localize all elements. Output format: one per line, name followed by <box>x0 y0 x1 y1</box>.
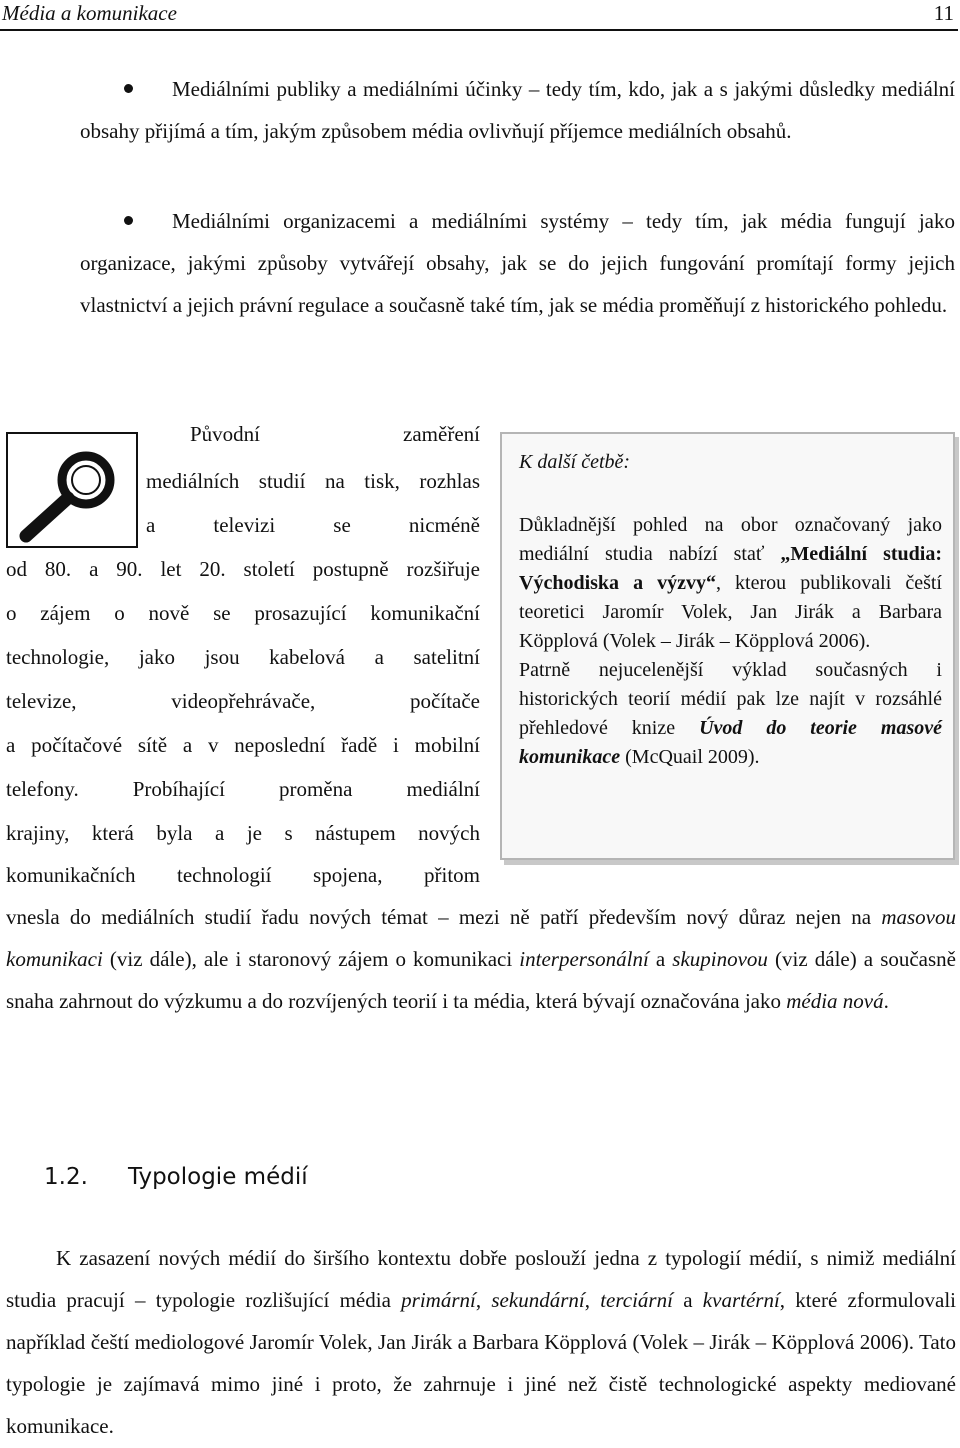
float-line: a počítačové sítě a v neposlední řadě i mobilní <box>6 733 480 757</box>
text-run: Důkladnější pohled na obor označovaný jako mediální studia nabízí stať <box>519 514 942 565</box>
section-title: Typologie médií <box>128 1164 308 1190</box>
bullet-item <box>80 68 955 152</box>
float-line: komunikačních technologií spojena, přitom <box>6 863 480 887</box>
bullet-text: Mediálními publiky a mediálními účinky – tedy tím, kdo, jak a s jakými důsledky mediální obsahy přijímá a tím, jakým způsobem média ovlivňují příjemce mediálních obsahů. <box>80 77 955 143</box>
text-run: (viz dále), ale i staronový zájem o komunikaci <box>102 947 520 971</box>
float-line: a televizi se nicméně <box>146 513 480 537</box>
text-run: , <box>475 1288 492 1312</box>
text-run: , které zformulovali například čeští mediologové Jaromír Volek, Jan Jirák a Barbara Köpplová (Volek – Jirák – Köpplová 2006). Tato typologie je zajímavá mimo jiné i proto, že zahrnuje i jiné než čistě technologické aspekty mediované komunikace. <box>6 1288 956 1438</box>
float-line: televize, videopřehrávače, počítače <box>6 689 480 713</box>
text-run: (McQuail 2009). <box>620 746 760 768</box>
emphasis: skupinovou <box>672 947 768 971</box>
text-run: a <box>648 947 673 971</box>
float-line: krajiny, která byla a je s nástupem nových <box>6 821 480 845</box>
text-run: vnesla do mediálních studií řadu nových témat – mezi ně patří především nový důraz nejen na <box>6 905 882 929</box>
emphasis: masovou komunikaci <box>6 905 956 971</box>
header-rule <box>0 29 958 31</box>
bullet-dot <box>124 216 133 225</box>
text-run: , <box>584 1288 601 1312</box>
emphasis: interpersonální <box>519 947 649 971</box>
running-header-title: Média a komunikace <box>2 1 177 25</box>
further-reading-paragraph <box>519 656 942 772</box>
further-reading-text <box>519 511 942 772</box>
book-title: Úvod do teorie masové komunikace <box>519 717 942 768</box>
float-line: mediálních studií na tisk, rozhlas <box>146 469 480 493</box>
float-line: telefony. Probíhající proměna mediální <box>6 777 480 801</box>
text-run: . <box>883 989 889 1013</box>
body-paragraph <box>6 1237 956 1447</box>
text-run: K zasazení nových médií do širšího kontextu dobře poslouží jedna z typologií médií, s nimiž mediální studia pracují – typologie rozlišující média <box>6 1246 956 1312</box>
emphasis: sekundární <box>491 1288 585 1312</box>
bullet-text: Mediálními organizacemi a mediálními systémy – tedy tím, jak média fungují jako organizace, jakými způsoby vytvářejí obsahy, jak se do jejich fungování promítají formy jejich vlastnictví a jejich právní regulace a současně také tím, jak se média proměňují z historického pohledu. <box>80 209 955 317</box>
article-title: „Mediální studia: Východiska a výzvy“ <box>519 543 943 594</box>
float-line: o zájem o nově se prosazující komunikační <box>6 601 480 625</box>
magnifier-icon <box>6 432 138 548</box>
float-line: technologie, jako jsou kabelová a satelitní <box>6 645 480 669</box>
float-line: Původní zaměření <box>190 422 480 446</box>
section-heading <box>44 1164 308 1190</box>
body-paragraph <box>6 896 956 1022</box>
further-reading-paragraph <box>519 511 942 656</box>
further-reading-box <box>500 432 955 860</box>
text-run: , kterou publikovali čeští teoretici Jaromír Volek, Jan Jirák a Barbara Köpplová (Volek – Jirák – Köpplová 2006). <box>519 572 942 652</box>
emphasis: média nová <box>786 989 884 1013</box>
page-number: 11 <box>933 1 954 25</box>
text-run: (viz dále) a současně snaha zahrnout do výzkumu a do rozvíjených teorií i ta média, která bývají označována jako <box>6 947 956 1013</box>
float-line: od 80. a 90. let 20. století postupně rozšiřuje <box>6 557 480 581</box>
bullet-dot <box>124 84 133 93</box>
emphasis: terciární <box>600 1288 673 1312</box>
text-run: Patrně nejucelenější výklad současných i historických teorií médií pak lze najít v rozsáhlé přehledové knize <box>519 659 942 739</box>
text-run: a <box>672 1288 703 1312</box>
emphasis: primární <box>401 1288 476 1312</box>
section-number: 1.2. <box>44 1164 88 1190</box>
further-reading-heading: K další četbě: <box>519 451 631 473</box>
emphasis: kvartérní <box>702 1288 780 1312</box>
bullet-item <box>80 200 955 326</box>
